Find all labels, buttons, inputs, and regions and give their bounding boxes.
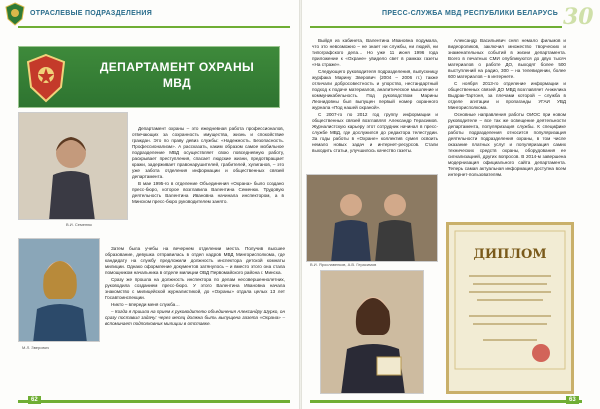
paragraph: С 2007-го по 2012 год группу информации и общественных связей возглавлял Александр Герасимов. Журналистскую карьеру этот сотрудник начинал в пресс-службе МВД, где дослужился до редактора телестудии. За годы работы в «Охране» коллектив сумел освоить немало новых задач и интернет-ресурсов. Стали выходить статьи, улучшилось качество газеты. xyxy=(312,112,438,153)
portrait-illustration xyxy=(19,113,128,220)
portrait-illustration xyxy=(19,239,100,342)
paragraph: С ноября 2013-го отделение информации и общественных связей ДО МВД возглавляет Анжелика Выдрак-Тартоня, за плечами которой – служба в отделе агитации и пропаганды УГАИ УВД Мингорисполкома. xyxy=(448,81,566,110)
article-title-line2: МВД xyxy=(162,76,192,90)
paragraph: Департамент охраны – это ежедневная работа профессионалов, отвечающих за сохранность имущества, жизнь и спокойствие граждан. Это по праву девиз службы: «Надежность. Безопасность. Профессионализм». А рассказать, каким образом самое мобильное подразделение МВД осуществляет свою повседневную работу, раскрывает преступления, спасает людские жизни, предотвращает кражи, задерживает правонарушителей, грабителей, хулиганов, – это уже забота отделения информации и общественных связей департамента. xyxy=(132,126,284,179)
portrait-illustration xyxy=(321,271,424,394)
photo-caption-3: В.И. Ярославенков, А.В. Герасимов xyxy=(310,262,377,267)
photo-woman-with-award xyxy=(320,270,424,394)
text-column-right-1 xyxy=(312,38,438,155)
paragraph: – Когда я пришла на прием к руководителю объединения Александру Шурко, он сразу поставил задачу: через месяц должна быть выпущена газета «Охрана» – вспоминает подполковник милиции в отставке. xyxy=(105,309,285,326)
article-title-line1: ДЕПАРТАМЕНТ ОХРАНЫ xyxy=(99,60,255,74)
photo-caption-1: В.И. Семенюк xyxy=(66,222,92,227)
portrait-photo-semenyuk xyxy=(18,112,128,220)
section-title-right: ПРЕСС-СЛУЖБА МВД РЕСПУБЛИКИ БЕЛАРУСЬ xyxy=(382,10,559,17)
photo-caption-2: М.Л. Зверович xyxy=(22,345,49,350)
paragraph: В мае 1995-го в отделение Объединения «Охрана» было создано пресс-бюро, которое возглавила Валентина Семенюк. Трудовую деятельность Валентина Ивановна начинала инспектором, а в Минском пресс-бюро руководителем занято. xyxy=(132,181,284,204)
article-title xyxy=(77,59,277,91)
article-title-band xyxy=(18,46,280,108)
diploma-title: ДИПЛОМ xyxy=(473,247,547,262)
portrait-photo-zverovich xyxy=(18,238,100,342)
diploma-decor-icon xyxy=(449,225,571,375)
section-title-left: ОТРАСЛЕВЫЕ ПОДРАЗДЕЛЕНИЯ xyxy=(30,10,153,17)
paragraph: Никто – впереди меня служба… xyxy=(111,302,180,307)
header-rule-right xyxy=(310,26,562,28)
photo-two-men xyxy=(306,174,438,262)
diploma-image xyxy=(446,222,574,394)
page-number-left: 62 xyxy=(28,396,41,404)
police-emblem-icon xyxy=(4,2,26,26)
text-column-left-top xyxy=(132,126,284,206)
text-column-right-2 xyxy=(448,38,566,179)
paragraph: Затем была учебы на вечернем отделении места. Получив высшее образование, девушка отправилась в отдел кадров МВД Мингорисполкома, где кандидату на службу предложили должность инспектора детской комнаты милиции. Однако оформление документов затянулось – и вместо этого она стала помощником начальника в отделе милиции ОВД Первомайского района г. Минска. xyxy=(105,246,285,275)
text-column-left-bottom xyxy=(105,246,285,328)
footer-rule-right xyxy=(310,400,582,403)
paragraph: Сразу же прошла на должность инспектора по делам несовершеннолетних, руководила созданием пресс-бюро. У этого Валентина Ивановна начала знакомство с милицейской журналистикой, до «Охраны» отдала целых 13 лет Госавтоинспекции. xyxy=(105,277,285,300)
paragraph: Основные направления работы ОИОС при новом руководителе – все так же освещение деятельности департамента, популяризация службы. К специфике работы подразделения относится популяризация деятельности подразделения охраны, в том числе оказание платных услуг и популяризация самих технических средств охраны, оборудования ее сигнализацией, других вопросов. В 2014-м завершена модернизация официального сайта департамента. Теперь самая актуальная информация доступна всем интернет-пользователям. xyxy=(448,112,566,177)
group-photo-illustration xyxy=(307,175,438,262)
paragraph: Выйдя из кабинета, Валентина Ивановна подумала, что это невозможно – не знает ни службы, ни людей, ни типографского дела… Но уже 11 июня 1996 года приложение к «Охране» увидело свет в рамках газеты «На страже». xyxy=(312,38,438,67)
header-rule-left xyxy=(18,26,290,28)
department-seal-icon xyxy=(25,53,67,103)
footer-rule-left xyxy=(18,400,290,403)
paragraph: Следующего руководителя подразделения, выпускницу журфака Марину Зверович (2004 – 2006 гг.) также отличали добросовестность и упорство, нестандартный подход к подаче материалов, аналитическое мышление и коммуникабельность. Под руководством Марины Леонидовны был выпущен первый номер охранного журнала «Под нашей охраной». xyxy=(312,69,438,110)
page-gutter xyxy=(299,0,302,409)
anniversary-number: 30 xyxy=(563,4,594,30)
paragraph: Александр Васильевич снял немало фильмов и видеороликов, заключил множество творческих и знаменательных событий в жизни департамента. Всего в печатных СМИ опубликуются до двух тысяч материалов о работе ДО, выходят более 500 выступлений на радио, 300 – на телевидении, более 600 материалов – в интернете. xyxy=(448,38,566,79)
page-number-right: 63 xyxy=(566,396,579,404)
